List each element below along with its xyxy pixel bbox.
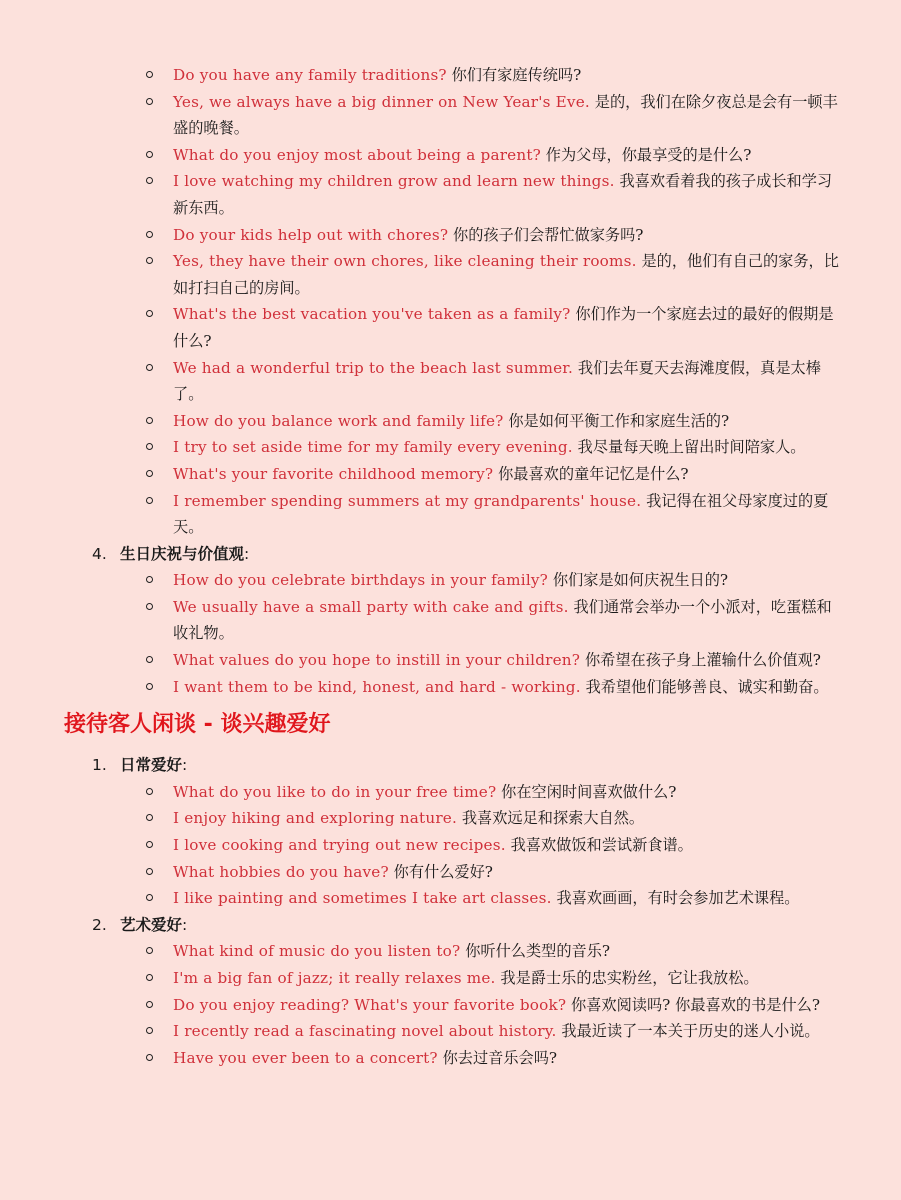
english-sentence: I recently read a fascinating novel about history. xyxy=(173,1022,557,1041)
english-sentence: I enjoy hiking and exploring nature. xyxy=(173,809,457,828)
circle-bullet-icon xyxy=(146,947,153,954)
section-colon: : xyxy=(182,756,188,775)
list-item xyxy=(0,647,901,674)
list-item xyxy=(0,222,901,249)
chinese-translation: 你有什么爱好? xyxy=(393,862,493,881)
english-sentence: I try to set aside time for my family every evening. xyxy=(173,438,573,457)
list-item xyxy=(0,142,901,169)
circle-bullet-icon xyxy=(146,814,153,821)
section-title: 日常爱好 xyxy=(120,756,183,775)
list-item xyxy=(0,594,901,647)
list-item xyxy=(0,168,901,221)
english-sentence: How do you balance work and family life? xyxy=(173,411,504,430)
chinese-translation: 我喜欢做饭和尝试新食谱。 xyxy=(510,836,693,855)
english-sentence: How do you celebrate birthdays in your family? xyxy=(173,571,549,590)
chinese-translation: 我喜欢远足和探索大自然。 xyxy=(461,809,645,828)
chinese-translation: 我是爵士乐的忠实粉丝，它让我放松。 xyxy=(500,969,759,987)
list-item xyxy=(0,859,901,886)
circle-bullet-icon xyxy=(146,683,153,690)
list-item xyxy=(0,1045,901,1072)
circle-bullet-icon xyxy=(146,894,153,901)
circle-bullet-icon xyxy=(146,603,153,610)
chinese-translation: 我尽量每天晚上留出时间陪家人。 xyxy=(577,438,806,457)
chinese-translation: 你希望在孩子身上灌输什么价值观? xyxy=(584,651,821,670)
chinese-translation: 我们通常会举办一个小派对，吃蛋糕和收礼物。 xyxy=(173,597,832,643)
chinese-translation: 我记得在祖父母家度过的夏天。 xyxy=(173,491,829,537)
section-colon: : xyxy=(244,544,250,563)
chinese-translation: 你们家是如何庆祝生日的? xyxy=(552,571,729,590)
daily-hobbies-list xyxy=(0,779,901,912)
document-page xyxy=(0,62,901,1071)
circle-bullet-icon xyxy=(146,788,153,795)
circle-bullet-icon xyxy=(146,974,153,981)
chinese-translation: 你听什么类型的音乐? xyxy=(465,942,611,961)
english-sentence: What do you enjoy most about being a parent? xyxy=(173,145,541,164)
section-number: 1. xyxy=(92,756,107,775)
english-sentence: I love watching my children grow and learn new things. xyxy=(173,172,615,191)
list-item xyxy=(0,1018,901,1045)
list-item xyxy=(0,567,901,594)
page-heading: 接待客人闲谈 - 谈兴趣爱好 xyxy=(64,712,331,738)
circle-bullet-icon xyxy=(146,364,153,371)
section-1-header xyxy=(0,752,901,779)
english-sentence: What kind of music do you listen to? xyxy=(173,942,461,961)
english-sentence: What hobbies do you have? xyxy=(173,862,389,881)
chinese-translation: 作为父母，你最享受的是什么? xyxy=(545,145,752,164)
chinese-translation: 我最近读了一本关于历史的迷人小说。 xyxy=(561,1022,820,1041)
circle-bullet-icon xyxy=(146,151,153,158)
english-sentence: I love cooking and trying out new recipes. xyxy=(173,836,506,855)
english-sentence: I like painting and sometimes I take art classes. xyxy=(173,889,552,908)
chinese-translation: 你们有家庭传统吗? xyxy=(451,66,582,84)
chinese-translation: 你最喜欢的童年记忆是什么? xyxy=(498,464,689,483)
chinese-translation: 我喜欢看着我的孩子成长和学习新东西。 xyxy=(173,172,833,217)
section-4-header xyxy=(0,541,901,568)
list-item xyxy=(0,62,901,89)
list-item xyxy=(0,832,901,859)
list-item xyxy=(0,992,901,1019)
section-title: 艺术爱好 xyxy=(120,915,183,934)
birthday-values-list xyxy=(0,567,901,700)
chinese-translation: 你们作为一个家庭去过的最好的假期是什么? xyxy=(173,305,834,350)
list-item xyxy=(0,461,901,488)
list-item xyxy=(0,805,901,832)
english-sentence: What values do you hope to instill in your children? xyxy=(173,651,581,670)
circle-bullet-icon xyxy=(146,656,153,663)
circle-bullet-icon xyxy=(146,443,153,450)
list-item xyxy=(0,355,901,408)
english-sentence: Do you have any family traditions? xyxy=(173,66,447,84)
section-title: 生日庆祝与价值观 xyxy=(120,544,245,563)
chinese-translation: 你去过音乐会吗? xyxy=(442,1048,558,1067)
english-sentence: Have you ever been to a concert? xyxy=(173,1048,438,1067)
list-item xyxy=(0,488,901,541)
english-sentence: What do you like to do in your free time? xyxy=(173,782,497,801)
circle-bullet-icon xyxy=(146,841,153,848)
chinese-translation: 我们去年夏天去海滩度假，真是太棒了。 xyxy=(173,358,821,404)
circle-bullet-icon xyxy=(146,231,153,238)
list-item xyxy=(0,408,901,435)
list-item xyxy=(0,301,901,354)
section-number: 2. xyxy=(92,915,107,934)
english-sentence: We usually have a small party with cake and gifts. xyxy=(173,597,569,616)
chinese-translation: 是的，他们有自己的家务，比如打扫自己的房间。 xyxy=(173,252,839,297)
circle-bullet-icon xyxy=(146,98,153,105)
circle-bullet-icon xyxy=(146,310,153,317)
circle-bullet-icon xyxy=(146,417,153,424)
section-number: 4. xyxy=(92,544,107,563)
circle-bullet-icon xyxy=(146,868,153,875)
chinese-translation: 我希望他们能够善良、诚实和勤奋。 xyxy=(585,677,829,696)
list-item xyxy=(0,938,901,965)
english-sentence: Yes, they have their own chores, like cleaning their rooms. xyxy=(173,252,637,271)
chinese-translation: 你喜欢阅读吗? 你最喜欢的书是什么? xyxy=(571,995,820,1014)
section-colon: : xyxy=(182,915,188,934)
circle-bullet-icon xyxy=(146,71,153,78)
chinese-translation: 是的，我们在除夕夜总是会有一顿丰盛的晚餐。 xyxy=(173,92,838,138)
chinese-translation: 你的孩子们会帮忙做家务吗? xyxy=(453,225,644,244)
circle-bullet-icon xyxy=(146,497,153,504)
english-sentence: We had a wonderful trip to the beach last summer. xyxy=(173,358,574,377)
circle-bullet-icon xyxy=(146,576,153,583)
circle-bullet-icon xyxy=(146,1001,153,1008)
english-sentence: Do your kids help out with chores? xyxy=(173,225,449,244)
english-sentence: What's your favorite childhood memory? xyxy=(173,464,494,483)
english-sentence: Do you enjoy reading? What's your favorite book? xyxy=(173,995,567,1014)
english-sentence: I'm a big fan of jazz; it really relaxes me. xyxy=(173,969,496,987)
list-item xyxy=(0,965,901,992)
section-2-header xyxy=(0,912,901,939)
english-sentence: Yes, we always have a big dinner on New Year's Eve. xyxy=(173,92,590,111)
list-item xyxy=(0,779,901,806)
english-sentence: I remember spending summers at my grandparents' house. xyxy=(173,491,642,510)
chinese-translation: 你在空闲时间喜欢做什么? xyxy=(501,782,677,801)
english-sentence: What's the best vacation you've taken as a family? xyxy=(173,305,571,324)
circle-bullet-icon xyxy=(146,1054,153,1061)
circle-bullet-icon xyxy=(146,177,153,184)
circle-bullet-icon xyxy=(146,1027,153,1034)
list-item xyxy=(0,89,901,142)
list-item xyxy=(0,248,901,301)
chinese-translation: 你是如何平衡工作和家庭生活的? xyxy=(508,411,730,430)
art-hobbies-list xyxy=(0,938,901,1071)
list-item xyxy=(0,434,901,461)
list-item xyxy=(0,674,901,701)
family-questions-list xyxy=(0,62,901,541)
english-sentence: I want them to be kind, honest, and hard - working. xyxy=(173,677,581,696)
chinese-translation: 我喜欢画画，有时会参加艺术课程。 xyxy=(556,889,800,908)
circle-bullet-icon xyxy=(146,257,153,264)
list-item xyxy=(0,885,901,912)
circle-bullet-icon xyxy=(146,470,153,477)
